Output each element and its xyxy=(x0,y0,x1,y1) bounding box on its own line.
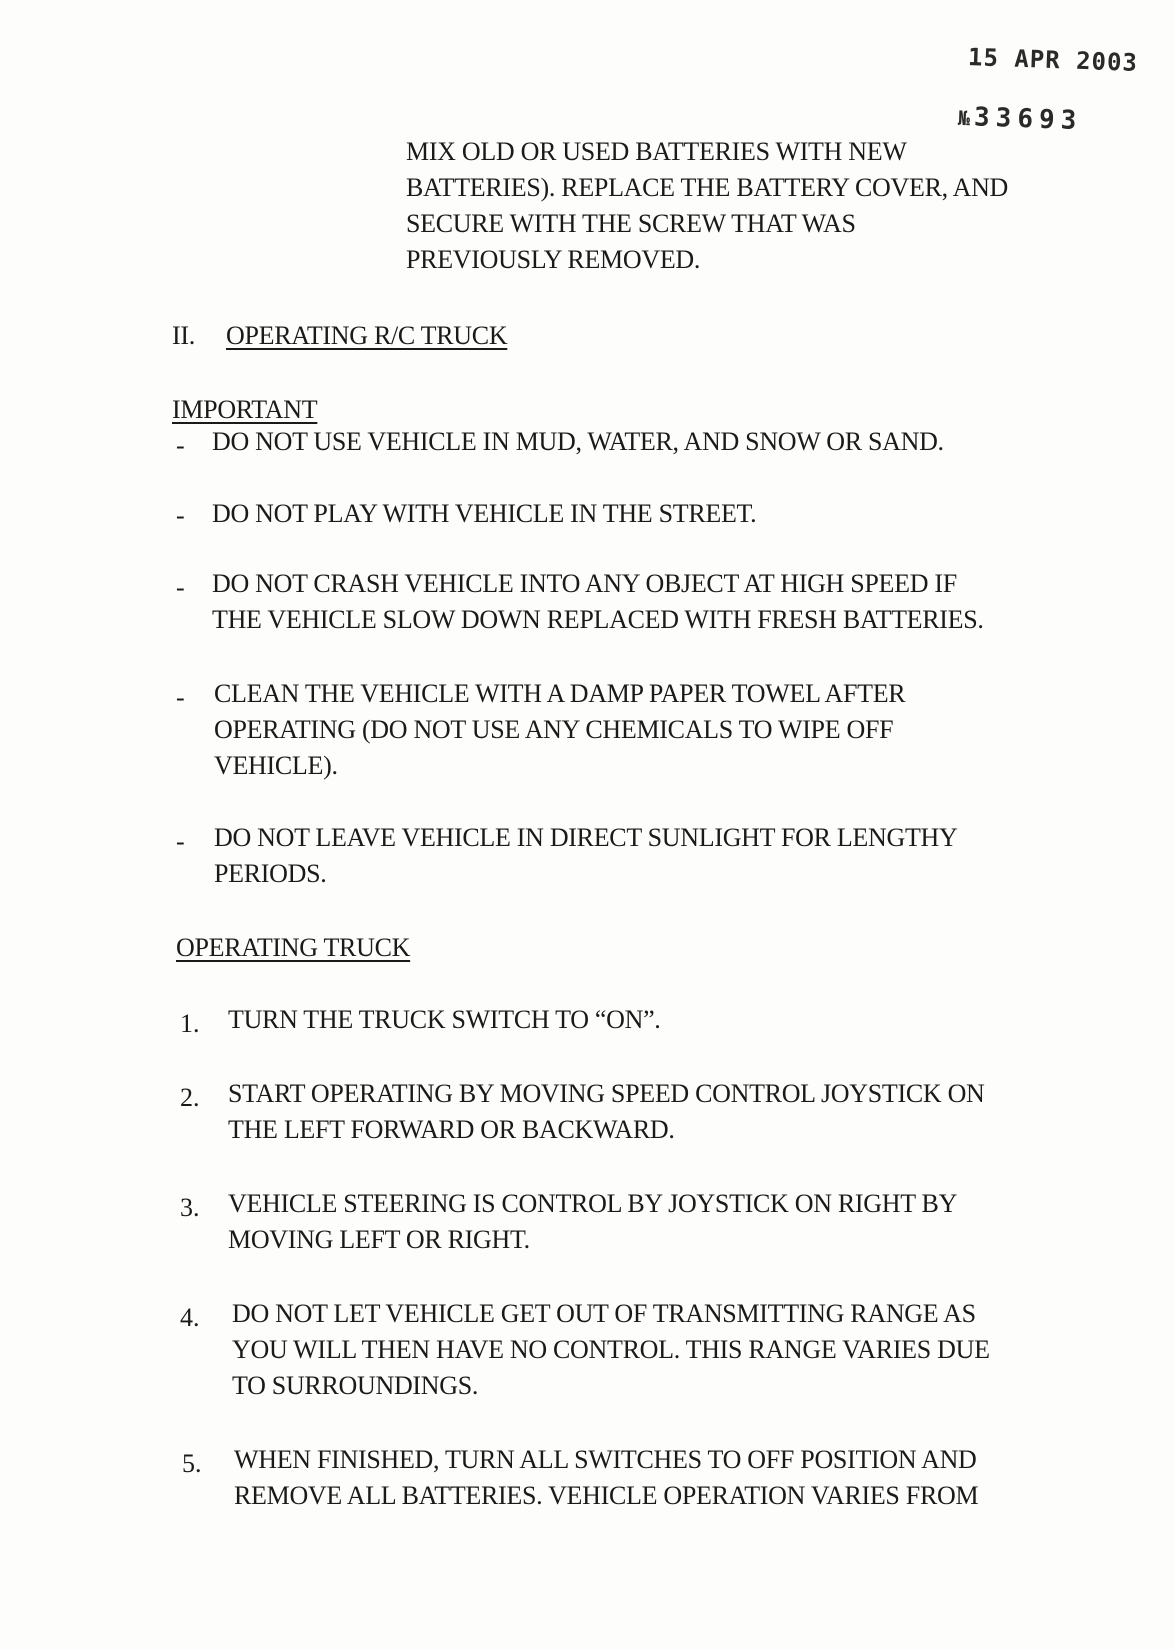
bullet-marker: - xyxy=(176,501,185,530)
important-item-continued: PERIODS. xyxy=(214,859,327,888)
important-heading: IMPORTANT xyxy=(172,395,318,424)
continuation-line: SECURE WITH THE SCREW THAT WAS xyxy=(406,209,856,238)
bullet-marker: - xyxy=(176,827,185,856)
continuation-line: MIX OLD OR USED BATTERIES WITH NEW xyxy=(406,137,907,166)
step-number: 1. xyxy=(180,1009,200,1038)
important-item: DO NOT LEAVE VEHICLE IN DIRECT SUNLIGHT FOR LENGTHY xyxy=(214,823,958,852)
important-item: CLEAN THE VEHICLE WITH A DAMP PAPER TOWEL AFTER xyxy=(214,679,906,708)
step-line: MOVING LEFT OR RIGHT. xyxy=(228,1225,530,1254)
step-line: THE LEFT FORWARD OR BACKWARD. xyxy=(228,1115,675,1144)
document-number-stamp xyxy=(958,102,1083,136)
step-number: 4. xyxy=(180,1303,200,1332)
operating-heading: OPERATING TRUCK xyxy=(176,933,411,962)
important-item-continued: THE VEHICLE SLOW DOWN REPLACED WITH FRESH BATTERIES. xyxy=(212,605,984,634)
date-stamp: 15 APR 2003 xyxy=(967,43,1139,77)
step-line: YOU WILL THEN HAVE NO CONTROL. THIS RANGE VARIES DUE xyxy=(232,1335,990,1364)
step-line: TO SURROUNDINGS. xyxy=(232,1371,479,1400)
important-item: DO NOT PLAY WITH VEHICLE IN THE STREET. xyxy=(212,499,757,528)
important-item-continued: VEHICLE). xyxy=(214,751,338,780)
important-item-continued: OPERATING (DO NOT USE ANY CHEMICALS TO WIPE OFF xyxy=(214,715,894,744)
step-line: REMOVE ALL BATTERIES. VEHICLE OPERATION VARIES FROM xyxy=(234,1481,979,1510)
step-line: WHEN FINISHED, TURN ALL SWITCHES TO OFF POSITION AND xyxy=(234,1445,977,1474)
important-item: DO NOT USE VEHICLE IN MUD, WATER, AND SNOW OR SAND. xyxy=(212,427,944,456)
continuation-line: BATTERIES). REPLACE THE BATTERY COVER, AND xyxy=(406,173,1009,202)
important-item: DO NOT CRASH VEHICLE INTO ANY OBJECT AT HIGH SPEED IF xyxy=(212,569,957,598)
step-line: VEHICLE STEERING IS CONTROL BY JOYSTICK ON RIGHT BY xyxy=(228,1189,958,1218)
step-line: TURN THE TRUCK SWITCH TO “ON”. xyxy=(228,1005,661,1034)
bullet-marker: - xyxy=(176,573,185,602)
number-prefix: № xyxy=(957,105,971,131)
step-line: DO NOT LET VEHICLE GET OUT OF TRANSMITTING RANGE AS xyxy=(232,1299,976,1328)
section-numeral: II. xyxy=(172,321,195,350)
section-title: OPERATING R/C TRUCK xyxy=(226,321,508,350)
step-number: 3. xyxy=(180,1193,200,1222)
step-number: 5. xyxy=(182,1449,202,1478)
number-value: 33693 xyxy=(973,102,1083,137)
step-number: 2. xyxy=(180,1083,200,1112)
bullet-marker: - xyxy=(176,683,185,712)
continuation-line: PREVIOUSLY REMOVED. xyxy=(406,245,701,274)
step-line: START OPERATING BY MOVING SPEED CONTROL JOYSTICK ON xyxy=(228,1079,985,1108)
bullet-marker: - xyxy=(176,431,185,460)
